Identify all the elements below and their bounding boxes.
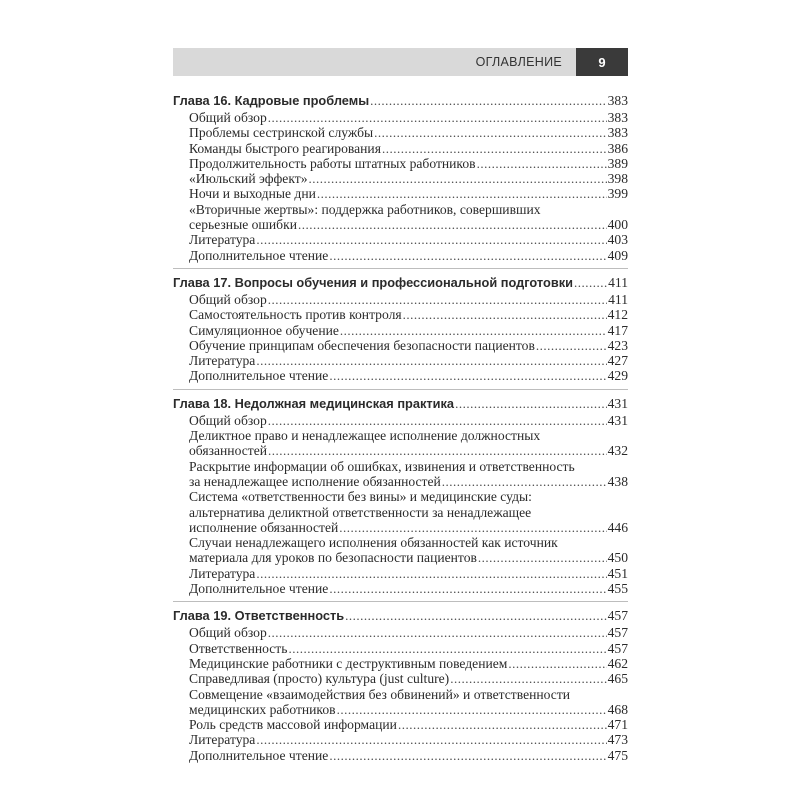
section-entry[interactable] <box>173 489 628 535</box>
dot-leader <box>329 248 606 263</box>
dot-leader <box>268 625 607 640</box>
section-page: 386 <box>607 140 628 156</box>
chapter-page: 411 <box>608 274 628 290</box>
section-title: Литература <box>189 732 256 748</box>
section-title: Литература <box>189 565 256 581</box>
section-line <box>173 307 628 322</box>
section-page: 462 <box>607 655 628 671</box>
section-entry[interactable] <box>173 687 628 718</box>
section-entry[interactable] <box>173 110 628 125</box>
section-page: 451 <box>607 565 628 581</box>
section-line <box>173 581 628 596</box>
dot-leader <box>398 717 607 732</box>
section-line <box>173 428 628 443</box>
section-title: Литература <box>189 353 256 369</box>
section-line <box>173 248 628 263</box>
section-line <box>173 489 628 504</box>
dot-leader <box>370 92 606 109</box>
dot-leader <box>508 656 606 671</box>
section-title: Ответственность <box>189 640 288 656</box>
section-page: 398 <box>607 171 628 187</box>
dot-leader <box>574 274 607 291</box>
section-page: 389 <box>607 155 628 171</box>
dot-leader <box>268 443 607 458</box>
dot-leader <box>317 186 607 201</box>
section-page: 457 <box>607 640 628 656</box>
section-line <box>173 353 628 368</box>
section-entry[interactable] <box>173 156 628 171</box>
section-line <box>173 202 628 217</box>
dot-leader <box>382 141 607 156</box>
section-line <box>173 732 628 747</box>
section-entry[interactable] <box>173 671 628 686</box>
chapter-title: Глава 16. Кадровые проблемы <box>173 93 370 108</box>
dot-leader <box>268 292 607 307</box>
chapter-entry[interactable] <box>173 607 628 624</box>
chapter-block <box>173 607 628 763</box>
chapter-page: 457 <box>607 608 628 624</box>
section-page: 383 <box>607 110 628 125</box>
section-entry[interactable] <box>173 566 628 581</box>
section-line <box>173 323 628 338</box>
section-title: альтернатива деликтной ответственности за ненадлежащее <box>189 504 532 520</box>
section-title: Деликтное право и ненадлежащее исполнение должностных <box>189 428 541 444</box>
dot-leader <box>337 702 607 717</box>
section-page: 432 <box>607 443 628 459</box>
dot-leader <box>256 232 606 247</box>
section-page: 427 <box>607 353 628 369</box>
dot-leader <box>536 338 607 353</box>
section-line <box>173 338 628 353</box>
running-header <box>173 48 628 76</box>
chapter-divider <box>173 601 628 602</box>
dot-leader <box>268 110 607 125</box>
section-line <box>173 110 628 125</box>
section-entry[interactable] <box>173 338 628 353</box>
page-number: 9 <box>576 48 628 76</box>
section-line <box>173 474 628 489</box>
section-title: Общий обзор <box>189 110 267 125</box>
section-entry[interactable] <box>173 459 628 490</box>
dot-leader <box>256 566 606 581</box>
section-title: Ночи и выходные дни <box>189 186 316 202</box>
section-title: Медицинские работники с деструктивным поведением <box>189 655 508 671</box>
section-page: 429 <box>607 368 628 384</box>
section-title: Общий обзор <box>189 412 267 428</box>
section-line <box>173 186 628 201</box>
section-entry[interactable] <box>173 656 628 671</box>
section-line <box>173 625 628 640</box>
section-page: 471 <box>607 717 628 733</box>
dot-leader <box>309 171 607 186</box>
section-entry[interactable] <box>173 748 628 763</box>
section-entry[interactable] <box>173 171 628 186</box>
dot-leader <box>256 353 606 368</box>
section-page: 438 <box>607 473 628 489</box>
section-entry[interactable] <box>173 581 628 596</box>
section-line <box>173 459 628 474</box>
section-line <box>173 443 628 458</box>
chapter-entry[interactable] <box>173 395 628 412</box>
dot-leader <box>374 125 606 140</box>
section-entry[interactable] <box>173 732 628 747</box>
section-page: 446 <box>607 519 628 535</box>
section-title: Симуляционное обучение <box>189 322 339 338</box>
section-line <box>173 656 628 671</box>
section-line <box>173 292 628 307</box>
section-line <box>173 566 628 581</box>
section-title: Система «ответственности без вины» и медицинские суды: <box>189 489 532 505</box>
section-entry[interactable] <box>173 323 628 338</box>
dot-leader <box>450 671 606 686</box>
section-title: Обучение принципам обеспечения безопасности пациентов <box>189 337 535 353</box>
section-title: «Июльский эффект» <box>189 171 308 187</box>
section-title: Случаи ненадлежащего исполнения обязанностей как источник <box>189 535 558 551</box>
dot-leader <box>340 323 607 338</box>
chapter-title: Глава 19. Ответственность <box>173 608 345 624</box>
chapter-title: Глава 17. Вопросы обучения и профессиональной подготовки <box>173 274 573 290</box>
section-entry[interactable] <box>173 625 628 640</box>
section-line <box>173 671 628 686</box>
section-page: 383 <box>607 125 628 141</box>
section-title: Самостоятельность против контроля <box>189 307 402 323</box>
chapter-block <box>173 395 628 597</box>
section-title: «Вторичные жертвы»: поддержка работников, совершивших <box>189 201 541 217</box>
section-title: Дополнительное чтение <box>189 368 329 384</box>
section-title: обязанностей <box>189 443 267 459</box>
section-entry[interactable] <box>173 232 628 247</box>
section-line <box>173 232 628 247</box>
section-line <box>173 687 628 702</box>
section-entry[interactable] <box>173 292 628 307</box>
dot-leader <box>477 156 607 171</box>
section-line <box>173 171 628 186</box>
dot-leader <box>298 217 607 232</box>
section-entry[interactable] <box>173 186 628 201</box>
section-page: 431 <box>607 412 628 428</box>
section-line <box>173 217 628 232</box>
dot-leader <box>339 520 606 535</box>
dot-leader <box>442 474 607 489</box>
section-line <box>173 156 628 171</box>
header-title: ОГЛАВЛЕНИЕ <box>475 55 562 69</box>
section-page: 455 <box>607 581 628 597</box>
table-of-contents <box>173 92 628 768</box>
section-page: 423 <box>607 337 628 353</box>
section-entry[interactable] <box>173 307 628 322</box>
section-line <box>173 748 628 763</box>
chapter-entry[interactable] <box>173 274 628 291</box>
section-line <box>173 125 628 140</box>
section-title: за ненадлежащее исполнение обязанностей <box>189 473 441 489</box>
section-title: Совмещение «взаимодействия без обвинений» и ответственности <box>189 686 571 702</box>
chapter-block <box>173 92 628 263</box>
section-entry[interactable] <box>173 202 628 233</box>
dot-leader <box>455 395 607 412</box>
section-entry[interactable] <box>173 248 628 263</box>
dot-leader <box>329 581 606 596</box>
section-page: 468 <box>607 701 628 717</box>
chapter-page: 431 <box>607 395 628 411</box>
dot-leader <box>329 368 606 383</box>
section-title: Дополнительное чтение <box>189 581 329 597</box>
section-line <box>173 535 628 550</box>
section-title: Проблемы сестринской службы <box>189 125 374 141</box>
section-title: медицинских работников <box>189 701 336 717</box>
section-page: 412 <box>607 307 628 323</box>
section-line <box>173 368 628 383</box>
section-title: Дополнительное чтение <box>189 247 329 263</box>
chapter-title: Глава 18. Недолжная медицинская практика <box>173 395 455 411</box>
dot-leader <box>478 550 607 565</box>
section-page: 417 <box>607 322 628 338</box>
section-title: серьезные ошибки <box>189 217 297 233</box>
section-entry[interactable] <box>173 428 628 459</box>
section-entry[interactable] <box>173 641 628 656</box>
section-page: 399 <box>607 186 628 202</box>
section-title: Справедливая (просто) культура (just culture) <box>189 671 450 687</box>
section-page: 411 <box>608 291 628 307</box>
section-entry[interactable] <box>173 353 628 368</box>
section-title: материала для уроков по безопасности пациентов <box>189 550 477 566</box>
section-entry[interactable] <box>173 717 628 732</box>
section-title: Роль средств массовой информации <box>189 717 397 733</box>
section-line <box>173 641 628 656</box>
section-line <box>173 520 628 535</box>
section-line <box>173 702 628 717</box>
section-title: Литература <box>189 232 256 248</box>
chapter-divider <box>173 389 628 390</box>
chapter-block <box>173 274 628 384</box>
section-title: Раскрытие информации об ошибках, извинения и ответственность <box>189 458 575 474</box>
chapter-divider <box>173 268 628 269</box>
section-entry[interactable] <box>173 368 628 383</box>
section-title: Продолжительность работы штатных работников <box>189 155 476 171</box>
section-title: Общий обзор <box>189 291 267 307</box>
section-entry[interactable] <box>173 141 628 156</box>
section-line <box>173 413 628 428</box>
section-page: 403 <box>607 232 628 248</box>
section-title: Общий обзор <box>189 625 267 641</box>
dot-leader <box>403 307 607 322</box>
chapter-page: 383 <box>607 93 628 108</box>
section-entry[interactable] <box>173 125 628 140</box>
dot-leader <box>329 748 606 763</box>
section-page: 465 <box>607 671 628 687</box>
section-line <box>173 141 628 156</box>
section-page: 409 <box>607 247 628 263</box>
section-line <box>173 717 628 732</box>
section-page: 400 <box>607 217 628 233</box>
section-title: Дополнительное чтение <box>189 747 329 763</box>
dot-leader <box>288 641 606 656</box>
section-page: 450 <box>607 550 628 566</box>
section-entry[interactable] <box>173 535 628 566</box>
section-page: 457 <box>607 625 628 641</box>
section-line <box>173 505 628 520</box>
chapter-entry[interactable] <box>173 92 628 109</box>
section-entry[interactable] <box>173 413 628 428</box>
section-page: 475 <box>607 747 628 763</box>
section-page: 473 <box>607 732 628 748</box>
section-line <box>173 550 628 565</box>
section-title: исполнение обязанностей <box>189 519 339 535</box>
section-title: Команды быстрого реагирования <box>189 140 381 156</box>
dot-leader <box>345 607 607 624</box>
dot-leader <box>256 732 606 747</box>
dot-leader <box>268 413 607 428</box>
